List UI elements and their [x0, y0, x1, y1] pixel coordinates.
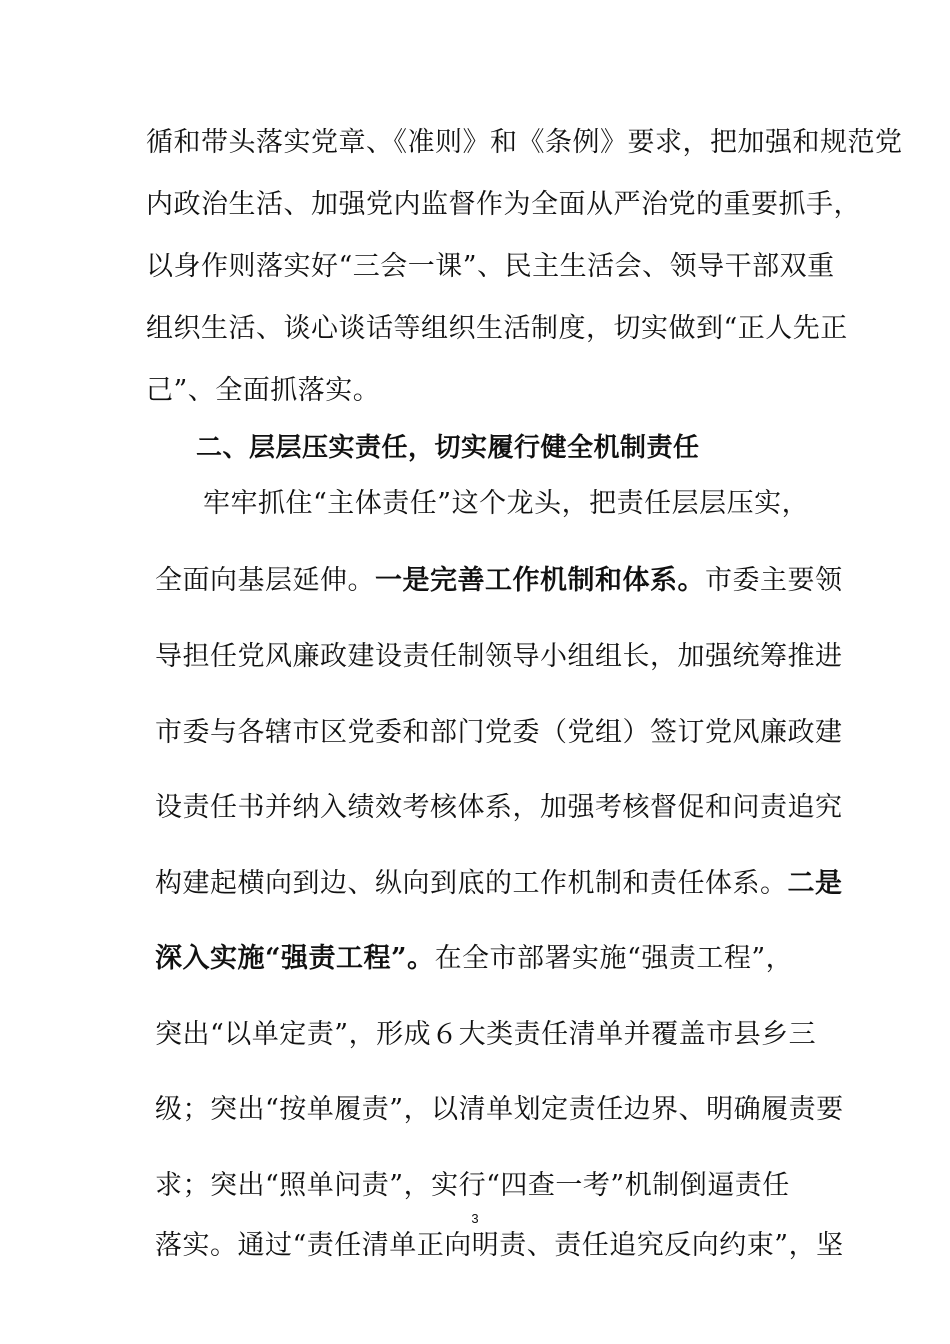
text-run: 全面向基层延伸。 — [155, 565, 375, 596]
paragraph-line: 内政治生活、加强党内监督作为全面从严治党的重要抓手， — [146, 189, 861, 220]
text-run: 构建起横向到边、纵向到底的工作机制和责任体系。 — [155, 868, 788, 899]
bold-text-run: 深入实施“强责工程”。 — [155, 943, 435, 974]
paragraph-line: 牢牢抓住“主体责任”这个龙头，把责任层层压实， — [203, 488, 810, 519]
paragraph-line — [155, 565, 843, 597]
paragraph-line: 以身作则落实好“三会一课”、民主生活会、领导干部双重 — [146, 251, 835, 282]
bold-text-run: 一是完善工作机制和体系。 — [375, 565, 705, 596]
paragraph-line: 级；突出“按单履责”，以清单划定责任边界、明确履责要 — [155, 1094, 844, 1125]
paragraph-line: 市委与各辖市区党委和部门党委（党组）签订党风廉政建 — [155, 717, 843, 748]
paragraph-line — [155, 868, 843, 900]
paragraph-line: 导担任党风廉政建设责任制领导小组组长，加强统筹推进 — [155, 641, 843, 672]
paragraph-line: 设责任书并纳入绩效考核体系，加强考核督促和问责追究 — [155, 792, 843, 823]
section-heading: 二、层层压实责任，切实履行健全机制责任 — [196, 433, 700, 463]
paragraph-line: 己”、全面抓落实。 — [146, 375, 381, 406]
text-run: 市委主要领 — [705, 565, 843, 596]
text-run: 在全市部署实施“强责工程”， — [434, 943, 794, 974]
paragraph-line — [155, 943, 793, 975]
paragraph-line: 求；突出“照单问责”，实行“四查一考”机制倒逼责任 — [155, 1170, 790, 1201]
paragraph-line: 循和带头落实党章、《准则》和《条例》要求，把加强和规范党 — [146, 127, 903, 158]
paragraph-line: 组织生活、谈心谈话等组织生活制度，切实做到“正人先正 — [146, 313, 848, 344]
paragraph-line: 突出“以单定责”，形成６大类责任清单并覆盖市县乡三 — [155, 1019, 817, 1050]
bold-text-run: 二是 — [787, 868, 843, 899]
page-number: 3 — [471, 1211, 479, 1226]
paragraph-line: 落实。通过“责任清单正向明责、责任追究反向约束”，坚 — [155, 1230, 844, 1261]
